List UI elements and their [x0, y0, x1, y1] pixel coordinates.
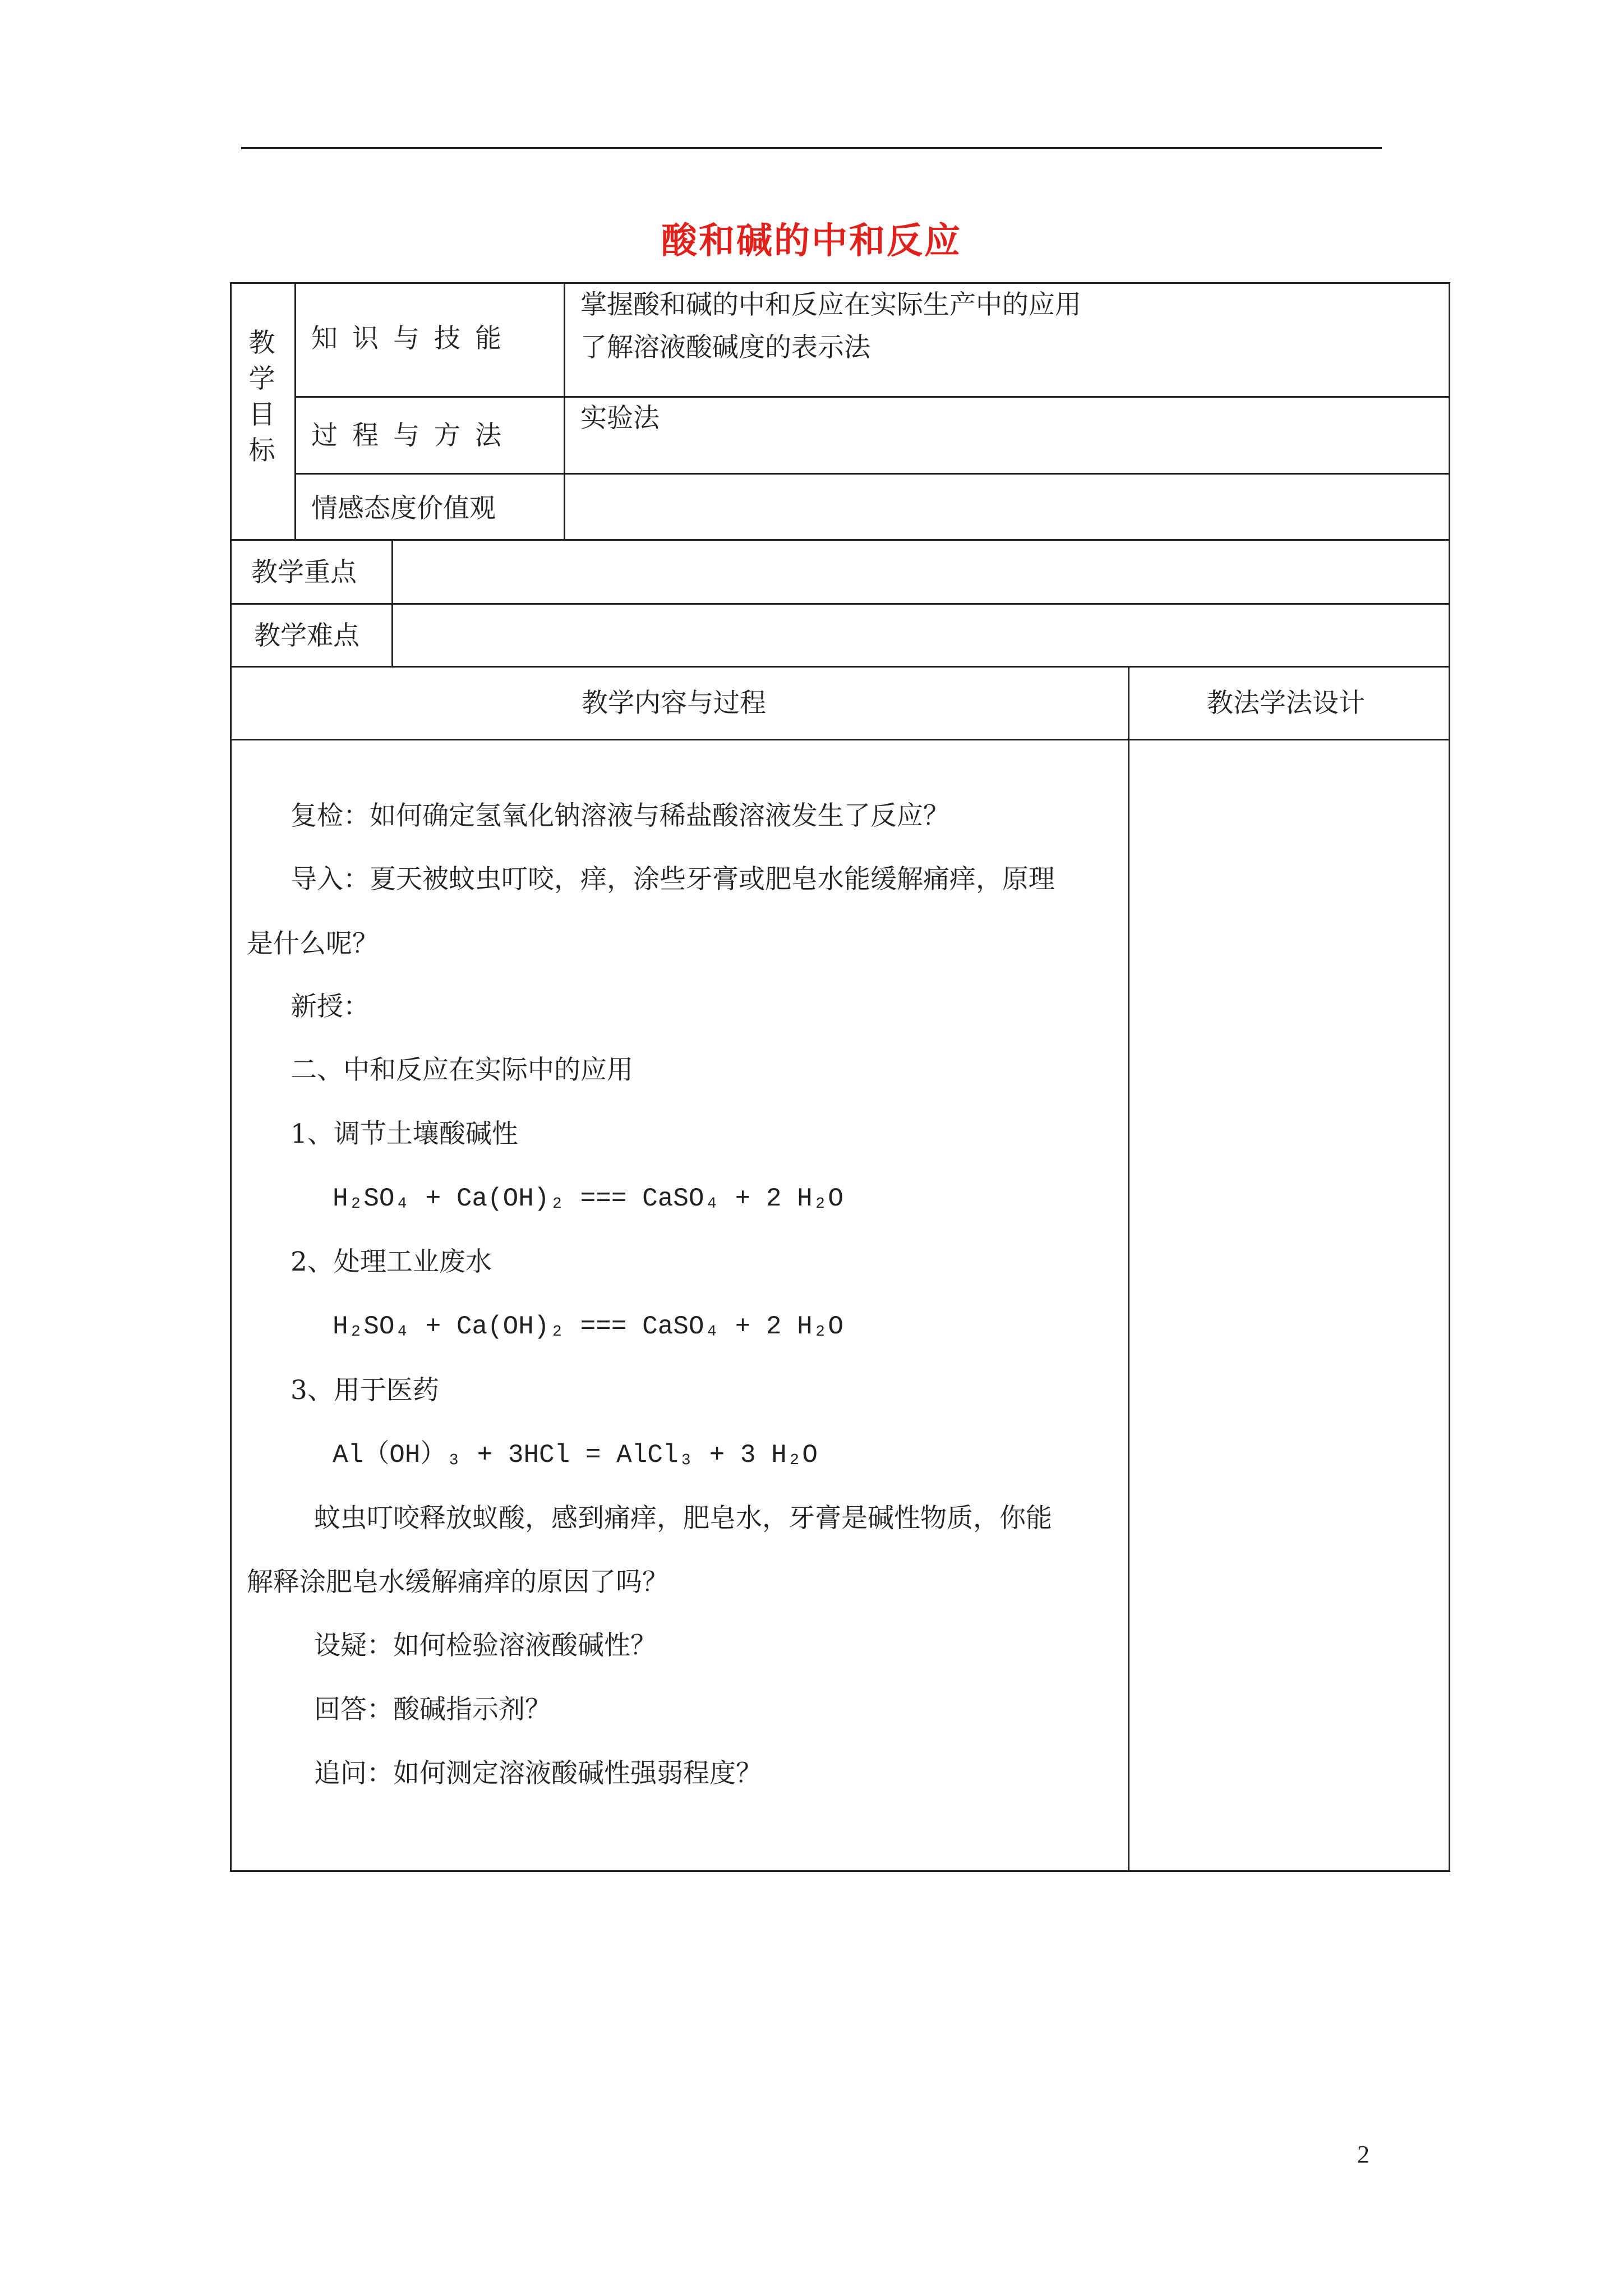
divider: [230, 739, 1450, 740]
list-item: 2、处理工业废水: [291, 1246, 492, 1277]
divider: [294, 396, 1450, 398]
list-item: 3、用于医药: [291, 1375, 439, 1406]
divider: [230, 603, 1450, 605]
objective-label: 知识与技能: [311, 323, 516, 354]
table-border-bottom: [230, 1870, 1450, 1872]
intro-text-continued: 是什么呢？: [247, 928, 379, 959]
objectives-label-text: 教学目标: [248, 328, 275, 466]
process-header: 教学内容与过程: [582, 688, 766, 719]
intro-text: 导入：夏天被蚊虫叮咬，痒，涂些牙膏或肥皂水能缓解痛痒，原理: [291, 864, 1055, 895]
objective-value: 实验法: [580, 403, 660, 434]
page-title: 酸和碱的中和反应: [661, 220, 962, 262]
table-border-top: [230, 282, 1450, 284]
explanation-text-continued: 解释涂肥皂水缓解痛痒的原因了吗？: [247, 1567, 668, 1598]
answer-text: 回答：酸碱指示剂？: [314, 1694, 551, 1725]
objectives-label: [245, 325, 279, 469]
difficulty-label: 教学难点: [254, 620, 359, 651]
follow-up-question: 追问：如何测定溶液酸碱性强弱程度？: [314, 1758, 762, 1789]
divider: [230, 666, 1450, 668]
divider: [1128, 666, 1129, 1872]
explanation-text: 蚊虫叮咬释放蚁酸，感到痛痒，肥皂水，牙膏是碱性物质，你能: [314, 1503, 1052, 1534]
list-item: 1、调节土壤酸碱性: [291, 1119, 518, 1149]
objective-value: 了解溶液酸碱度的表示法: [580, 332, 870, 363]
divider: [294, 282, 296, 540]
chemical-equation: H₂SO₄ + Ca(OH)₂ === CaSO₄ + 2 H₂O: [333, 1312, 843, 1341]
section-heading: 二、中和反应在实际中的应用: [291, 1055, 633, 1085]
method-header: 教法学法设计: [1207, 688, 1365, 719]
objective-value: 掌握酸和碱的中和反应在实际生产中的应用: [580, 289, 1081, 320]
objective-label: 情感态度价值观: [311, 493, 496, 524]
divider: [564, 282, 565, 540]
page-number: 2: [1357, 2141, 1370, 2168]
new-lesson-label: 新授：: [291, 991, 370, 1022]
chemical-equation: H₂SO₄ + Ca(OH)₂ === CaSO₄ + 2 H₂O: [333, 1184, 843, 1213]
header-rule: [241, 147, 1382, 149]
chemical-equation: Al（OH）₃ + 3HCl = AlCl₃ + 3 H₂O: [333, 1441, 818, 1470]
objective-label: 过程与方法: [311, 420, 516, 451]
review-text: 复检：如何确定氢氧化钠溶液与稀盐酸溶液发生了反应？: [291, 800, 949, 831]
divider: [294, 473, 1450, 475]
divider: [230, 539, 1450, 541]
question-text: 设疑：如何检验溶液酸碱性？: [314, 1630, 657, 1661]
focus-label: 教学重点: [251, 557, 357, 588]
table-border-right: [1449, 282, 1450, 1872]
table-border-left: [230, 282, 232, 1872]
